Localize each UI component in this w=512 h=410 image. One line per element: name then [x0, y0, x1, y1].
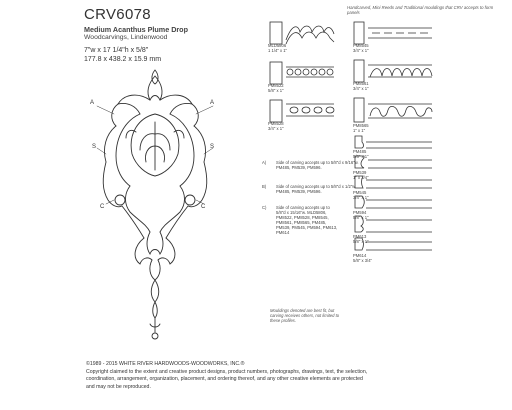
- moulding-profiles-right-top: [352, 20, 437, 130]
- letter-a-left: A: [90, 100, 95, 106]
- moulding-label: PM485 5/8" x 1": [353, 149, 369, 159]
- copyright-text-1: Copyright claimed to the extent and creative product designs, product numbers, photographs, drawings, text, the selection,: [86, 368, 368, 375]
- copyright-line: ©1989 - 2015 WHITE RIVER HARDWOODS-WOODWORKS, INC.®: [86, 361, 245, 367]
- letter-c-left: C: [100, 204, 105, 210]
- dimensions-inches: 7"w x 17 1/4"h x 5/8": [84, 47, 149, 54]
- copyright-text-2: coordination, arrangement, organization, placement, and ordering thereof, and any other creative elements are protected: [86, 376, 363, 382]
- moulding-profiles-left: [268, 20, 338, 130]
- moulding-label: PM539 1" x 3/4": [353, 170, 369, 180]
- moulding-label: PM594 5/8" x 1": [353, 210, 369, 220]
- moulding-label: PM8561 3/4" x 1": [353, 81, 369, 91]
- product-name: Medium Acanthus Plume Drop: [84, 25, 188, 34]
- moulding-column-left: [268, 20, 338, 135]
- product-material: Woodcarvings, Lindenwood: [84, 34, 168, 41]
- copyright-text-3: and may not be reproduced.: [86, 383, 151, 390]
- closing-note: Mouldings denoted are best fit, but carving receives others, not limited to these profiles.: [270, 308, 340, 323]
- dimensions-mm: 177.8 x 438.2 x 15.9 mm: [84, 56, 162, 63]
- copyright-footer: [86, 361, 436, 391]
- moulding-label: PM614 5/8" x 3/4": [353, 253, 373, 263]
- moulding-label: PM8565 1" x 1": [353, 123, 369, 133]
- side-note: Handcarved, Mini Reeds and Traditional mouldings that CRV accepts to form panels: [347, 5, 494, 16]
- letter-s-left: S: [92, 144, 97, 150]
- moulding-label: PM613 5/8" x 1": [353, 234, 369, 244]
- letter-s-right: S: [210, 144, 215, 150]
- moulding-label: PM8545 3/4" x 1": [353, 43, 369, 53]
- moulding-label: PM545 3/4" x 1": [353, 190, 369, 200]
- moulding-label: PM8528 3/4" x 1": [268, 121, 284, 131]
- letter-a-right: A: [210, 100, 215, 106]
- product-code: CRV6078: [84, 6, 151, 23]
- moulding-label: MLD5806 1 1/4" x 1": [268, 43, 288, 53]
- moulding-label: PM8522 5/8" x 1": [268, 83, 284, 93]
- letter-c-right: C: [201, 204, 206, 210]
